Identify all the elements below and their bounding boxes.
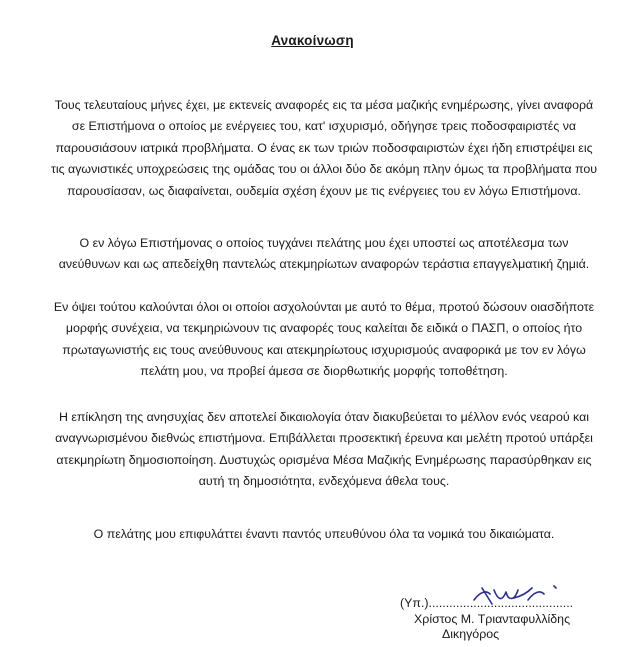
document-title: Ανακοίνωση [271, 33, 354, 48]
paragraph-4 [28, 407, 620, 493]
paragraph-line: σε Επιστήμονα ο οποίος με ενέργειες του, κατ' ισχυρισμό, οδήγησε τρεις ποδοσφαιριστές να [71, 119, 577, 134]
paragraph-line: Ο εν λόγω Επιστήμονας ο οποίος τυγχάνει πελάτης μου έχει υποστεί ως αποτέλεσμα των [79, 236, 569, 250]
paragraph-3 [28, 297, 620, 383]
paragraph-line: τις αγωνιστικές υποχρεώσεις της ομάδας του οι άλλοι δύο δε ακόμη πλην όμως τα προβλήματα που [50, 162, 598, 177]
signatory-name: Χρίστος Μ. Τριανταφυλλίδης [414, 611, 571, 626]
paragraph-line: Εν όψει τούτου καλούνται όλοι οι οποίοι ασχολούνται με αυτό το θέμα, προτού δώσουν οιασδήποτε [53, 300, 595, 314]
paragraph-5 [28, 524, 620, 545]
paragraph-line: ατεκμηρίωτη δημοσιοποίηση. Δυστυχώς ορισμένα Μέσα Μαζικής Ενημέρωσης παρασύρθηκαν εις [56, 452, 592, 467]
signature-block [400, 596, 620, 643]
paragraph-1 [28, 95, 620, 202]
paragraph-line: πελάτη μου, να προβεί άμεσα σε διορθωτικής μορφής τοποθέτηση. [140, 364, 508, 379]
paragraph-line: ανεύθυνων και ως απεδείχθη παντελώς ατεκμηρίωτων αναφορών τεράστια επαγγελματική ζημιά. [58, 257, 590, 272]
paragraph-line: αυτή τη δημοσιότητα, ενδεχόμενα άθελα τους. [198, 474, 450, 489]
paragraph-line: πρωταγωνιστής εις τους ανεύθυνους και ατεκμηρίωτους ισχυρισμούς αναφορικά με τον εν λόγω [62, 342, 586, 357]
paragraph-line: μορφής συνέχεια, να τεκμηριώνουν τις αναφορές τους καλείται δε ειδικά ο ΠΑΣΠ, ο οποίος ήτο [65, 321, 583, 336]
paragraph-line: Τους τελευταίους μήνες έχει, με εκτενείς αναφορές εις τα μέσα μαζικής ενημέρωσης, γίνει αναφορά [54, 98, 594, 112]
paragraph-line: Ο πελάτης μου επιφυλάττει έναντι παντός υπευθύνου όλα τα νομικά του δικαιώματα. [93, 527, 555, 541]
paragraph-line: παρουσίασαν, ως διαφαίνεται, ουδεμία σχέση έχουν με τις ενέργειες του εν λόγω Επιστήμονα. [67, 183, 581, 198]
signatory-role: Δικηγόρος [442, 627, 500, 641]
paragraph-line: αναγνωρισμένου διεθνώς επιστήμονα. Επιβάλλεται προσεκτική έρευνα και μελέτη προτού υπάρξει [55, 431, 593, 446]
paragraph-2 [28, 233, 620, 276]
paragraph-line: Η επίκληση της ανησυχίας δεν αποτελεί δικαιολογία όταν διακυβεύεται το μέλλον ενός νεαρού και [58, 410, 590, 424]
paragraph-line: παρουσιάσουν ιατρικά προβλήματα. Ο ένας εκ των τριών ποδοσφαιριστών έχει ήδη επιστρέψει εις [55, 140, 593, 155]
signature-line: (Υπ.).......................................... [400, 596, 574, 610]
